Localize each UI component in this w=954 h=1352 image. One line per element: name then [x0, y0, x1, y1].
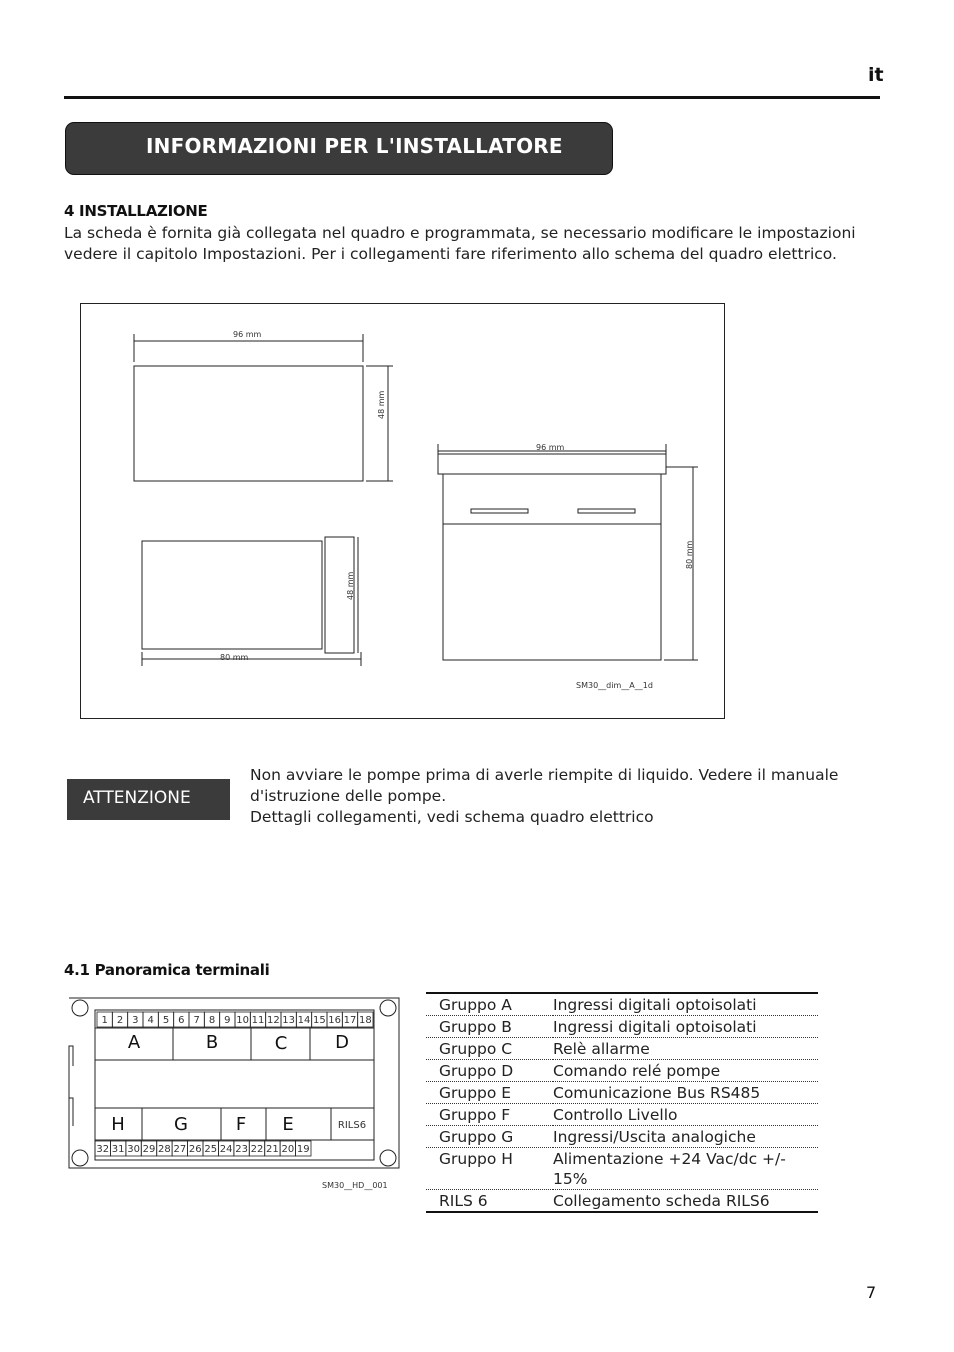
group-desc-line: Ingressi digitali optoisolati: [553, 1018, 757, 1036]
language-code: it: [868, 64, 884, 86]
top-view-body: [443, 474, 661, 660]
dim-96-front: 96 mm: [233, 330, 262, 339]
dimension-drawing-svg: [81, 304, 726, 720]
terminal-number: 21: [266, 1144, 279, 1155]
terminal-number: 19: [296, 1144, 310, 1155]
group-name-cell: Gruppo H: [426, 1148, 553, 1190]
top-view-bezel: [438, 454, 666, 474]
mount-hole: [72, 1150, 88, 1166]
group-desc-line: Relè allarme: [553, 1040, 650, 1058]
table-row: [426, 1082, 818, 1104]
group-desc-cell: [553, 1126, 818, 1148]
table-row: [426, 1190, 818, 1213]
paragraph-line: La scheda è fornita già collegata nel quadro e programmata, se necessario modificare le impostazioni: [64, 224, 856, 242]
dim-80-side: 80 mm: [220, 653, 249, 662]
terminal-groups-table: [426, 992, 818, 1213]
group-desc-cell: [553, 1016, 818, 1038]
terminal-number: 22: [250, 1144, 264, 1155]
group-desc-cell: [553, 993, 818, 1016]
group-label-h: H: [111, 1114, 125, 1135]
group-name-cell: Gruppo F: [426, 1104, 553, 1126]
mount-hole: [380, 1000, 396, 1016]
terminal-number: 8: [208, 1015, 216, 1026]
mount-hole: [380, 1150, 396, 1166]
group-desc-cell: [553, 1148, 818, 1190]
terminal-number: 16: [328, 1015, 342, 1026]
top-terminal-row: [97, 1012, 373, 1027]
group-name-cell: Gruppo C: [426, 1038, 553, 1060]
terminal-number: 15: [312, 1015, 326, 1026]
terminal-number: 7: [193, 1015, 200, 1026]
mount-hole: [72, 1000, 88, 1016]
clip-right: [578, 509, 635, 513]
group-name-cell: Gruppo A: [426, 993, 553, 1016]
dim-48-front: 48 mm: [377, 390, 386, 419]
clip-left: [471, 509, 528, 513]
warning-text: [250, 765, 870, 828]
terminal-number: 26: [188, 1144, 202, 1155]
terminal-number: 14: [297, 1015, 311, 1026]
dim-48-side: 48 mm: [346, 571, 355, 600]
group-desc-cell: [553, 1082, 818, 1104]
terminal-number: 5: [162, 1015, 170, 1026]
terminal-number: 30: [127, 1144, 140, 1155]
terminal-number: 28: [158, 1144, 171, 1155]
group-label-f: F: [235, 1114, 247, 1135]
terminal-number: 11: [251, 1015, 265, 1026]
group-name-cell: Gruppo D: [426, 1060, 553, 1082]
group-label-a: A: [127, 1032, 141, 1053]
terminal-number: 9: [224, 1015, 231, 1026]
front-view-outline: [134, 366, 363, 481]
group-label-d: D: [335, 1032, 349, 1053]
group-desc-line: Ingressi/Uscita analogiche: [553, 1128, 756, 1146]
banner-title: INFORMAZIONI PER L'INSTALLATORE: [146, 134, 563, 158]
terminal-number: 2: [116, 1015, 124, 1026]
side-view-body: [142, 541, 322, 649]
warning-label: ATTENZIONE: [83, 788, 191, 808]
warning-line: d'istruzione delle pompe.: [250, 787, 447, 805]
header-rule: [64, 96, 880, 99]
terminal-number: 20: [281, 1144, 295, 1155]
dim-80-top: 80 mm: [685, 540, 694, 569]
page-number: 7: [866, 1283, 877, 1302]
table-row: [426, 1038, 818, 1060]
terminal-diagram: [66, 996, 402, 1192]
terminal-number: 4: [147, 1015, 154, 1026]
group-desc-cell: [553, 1190, 818, 1213]
terminal-number: 17: [343, 1015, 357, 1026]
group-desc-cell: [553, 1038, 818, 1060]
terminal-number: 29: [142, 1144, 156, 1155]
group-desc-cell: [553, 1104, 818, 1126]
dim-96-top: 96 mm: [536, 443, 565, 452]
warning-line: Non avviare le pompe prima di averle riempite di liquido. Vedere il manuale: [250, 766, 839, 784]
section-title-terminali: 4.1 Panoramica terminali: [64, 961, 270, 979]
group-label-c: C: [274, 1033, 288, 1054]
table-row: [426, 993, 818, 1016]
group-desc-line: Collegamento scheda RILS6: [553, 1192, 770, 1210]
group-desc-line: Controllo Livello: [553, 1106, 678, 1124]
group-desc-line: 15%: [553, 1170, 588, 1188]
table-row: [426, 1060, 818, 1082]
drawing-code: SM30__dim__A__1d: [576, 681, 653, 690]
terminal-diagram-svg: [66, 996, 402, 1192]
terminal-number: 23: [235, 1144, 248, 1155]
diagram-code: SM30__HD__001: [322, 1181, 388, 1190]
group-desc-line: Comunicazione Bus RS485: [553, 1084, 761, 1102]
terminal-number: 12: [266, 1015, 280, 1026]
terminal-number: 10: [236, 1015, 250, 1026]
group-desc-line: Ingressi digitali optoisolati: [553, 996, 757, 1014]
terminal-number: 25: [204, 1144, 218, 1155]
terminal-number: 6: [178, 1015, 185, 1026]
group-label-e: E: [282, 1114, 294, 1135]
terminal-number: 13: [282, 1015, 296, 1026]
table-row: [426, 1016, 818, 1038]
table-row: [426, 1148, 818, 1190]
table-row: [426, 1126, 818, 1148]
paragraph-line: vedere il capitolo Impostazioni. Per i collegamenti fare riferimento allo schema del quadro elettrico.: [64, 245, 837, 263]
section-title-installazione: 4 INSTALLAZIONE: [64, 202, 208, 220]
installazione-paragraph: [64, 223, 884, 265]
group-desc-line: Comando relé pompe: [553, 1062, 721, 1080]
terminal-number: 18: [358, 1015, 372, 1026]
terminal-number: 3: [132, 1015, 139, 1026]
terminal-number: 27: [173, 1144, 187, 1155]
warning-line: Dettagli collegamenti, vedi schema quadro elettrico: [250, 808, 654, 826]
group-name-cell: Gruppo B: [426, 1016, 553, 1038]
group-name-cell: Gruppo E: [426, 1082, 553, 1104]
dimension-drawing: [80, 303, 725, 719]
group-name-cell: RILS 6: [426, 1190, 553, 1213]
terminal-number: 31: [111, 1144, 125, 1155]
rils6-label: RILS6: [337, 1120, 367, 1131]
group-name-cell: Gruppo G: [426, 1126, 553, 1148]
terminal-number: 24: [219, 1144, 233, 1155]
group-desc-line: Alimentazione +24 Vac/dc +/-: [553, 1150, 786, 1168]
group-label-b: B: [205, 1032, 219, 1053]
group-desc-cell: [553, 1060, 818, 1082]
terminal-number: 32: [96, 1144, 110, 1155]
group-label-g: G: [174, 1114, 188, 1135]
table-row: [426, 1104, 818, 1126]
bottom-terminal-row: [95, 1141, 311, 1156]
terminal-number: 1: [101, 1015, 108, 1026]
